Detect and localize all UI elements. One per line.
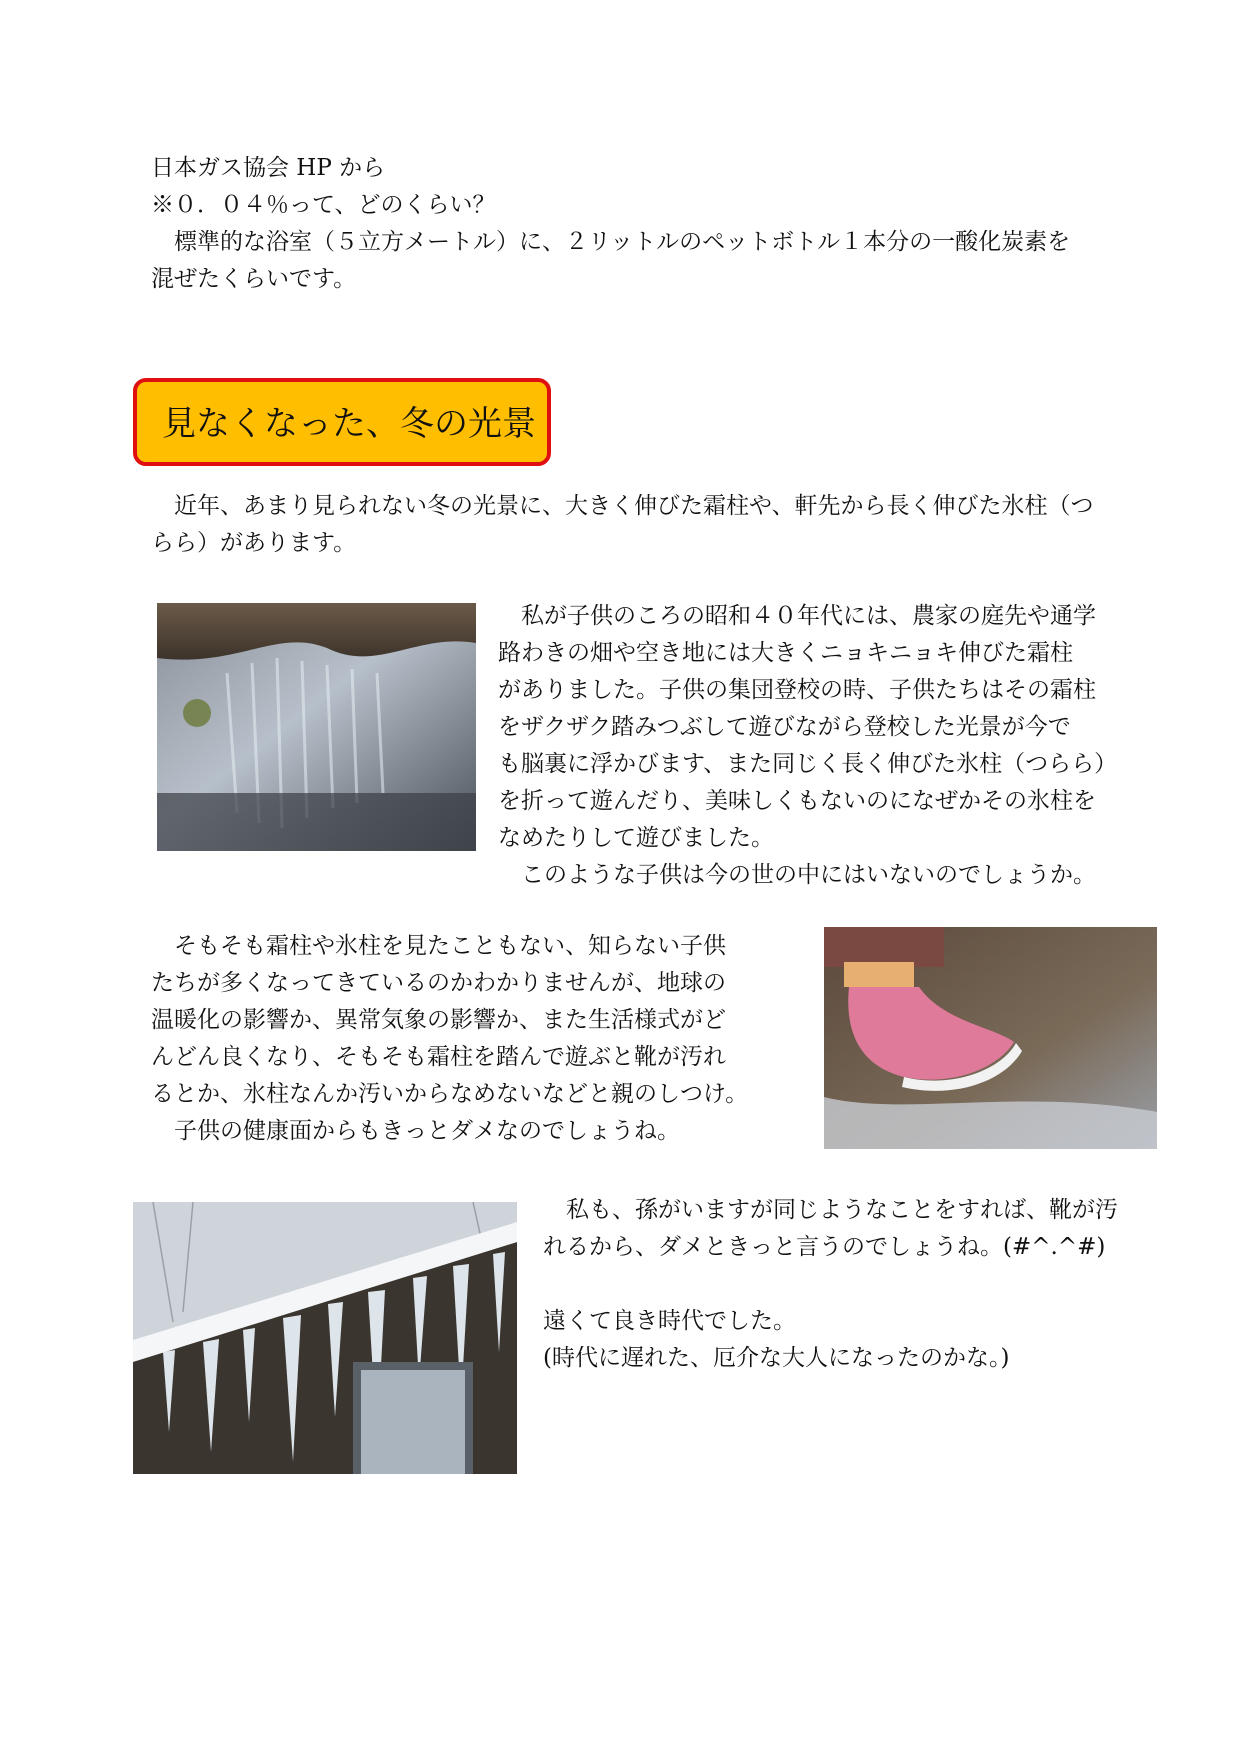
source-note: 日本ガス協会 HP から (151, 155, 386, 181)
intro-block (151, 150, 1161, 298)
para1-line: なめたりして遊びました。 (498, 825, 774, 851)
para2-line: るとか、氷柱なんか汚いからなめないなどと親のしつけ。 (151, 1081, 749, 1107)
pink-boot-photo (824, 927, 1157, 1149)
para3-line: れるから、ダメときっと言うのでしょうね。(#^.^#) (543, 1234, 1106, 1260)
frost-pillar-photo (157, 603, 476, 851)
answer-line-1: 標準的な浴室（５立方メートル）に、２リットルのペットボトル１本分の一酸化炭素を (151, 229, 1071, 255)
lead-line: 近年、あまり見られない冬の光景に、大きく伸びた霜柱や、軒先から長く伸びた氷柱（つ (151, 493, 1094, 519)
para1-line: このような子供は今の世の中にはいないのでしょうか。 (498, 862, 1096, 888)
section-heading-box (133, 378, 551, 466)
closing-paragraph (543, 1192, 1163, 1377)
para1-line: も脳裏に浮かびます、また同じく長く伸びた氷柱（つらら） (498, 751, 1118, 777)
lead-paragraph (151, 488, 1161, 562)
para3-line: (時代に遅れた、厄介な大人になったのかな。) (543, 1345, 1010, 1371)
para1-line: を折って遊んだり、美味しくもないのになぜかその氷柱を (498, 788, 1096, 814)
para3-blank-line (543, 1266, 1163, 1303)
para3-line: 私も、孫がいますが同じようなことをすれば、靴が汚 (543, 1197, 1118, 1223)
section-heading: 見なくなった、冬の光景 (162, 404, 536, 444)
para3-line: 遠くて良き時代でした。 (543, 1308, 796, 1334)
icicles-photo (133, 1202, 517, 1474)
question-note: ※０．０４％って、どのくらい？ (151, 192, 496, 218)
para2-line: そもそも霜柱や氷柱を見たこともない、知らない子供 (151, 933, 726, 959)
para1-line: 私が子供のころの昭和４０年代には、農家の庭先や通学 (498, 603, 1096, 629)
para2-line: たちが多くなってきているのかわかりませんが、地球の (151, 970, 726, 996)
para1-line: がありました。子供の集団登校の時、子供たちはその霜柱 (498, 677, 1096, 703)
para2-line: んどん良くなり、そもそも霜柱を踏んで遊ぶと靴が汚れ (151, 1044, 726, 1070)
para1-line: をザクザク踏みつぶして遊びながら登校した光景が今で (498, 714, 1071, 740)
modern-children-paragraph (151, 928, 791, 1150)
para1-line: 路わきの畑や空き地には大きくニョキニョキ伸びた霜柱 (498, 640, 1073, 666)
lead-line: らら）があります。 (151, 530, 357, 556)
para2-line: 子供の健康面からもきっとダメなのでしょうね。 (151, 1118, 680, 1144)
answer-line-2: 混ぜたくらいです。 (151, 266, 357, 292)
para2-line: 温暖化の影響か、異常気象の影響か、また生活様式がど (151, 1007, 726, 1033)
childhood-memory-paragraph (498, 598, 1163, 894)
